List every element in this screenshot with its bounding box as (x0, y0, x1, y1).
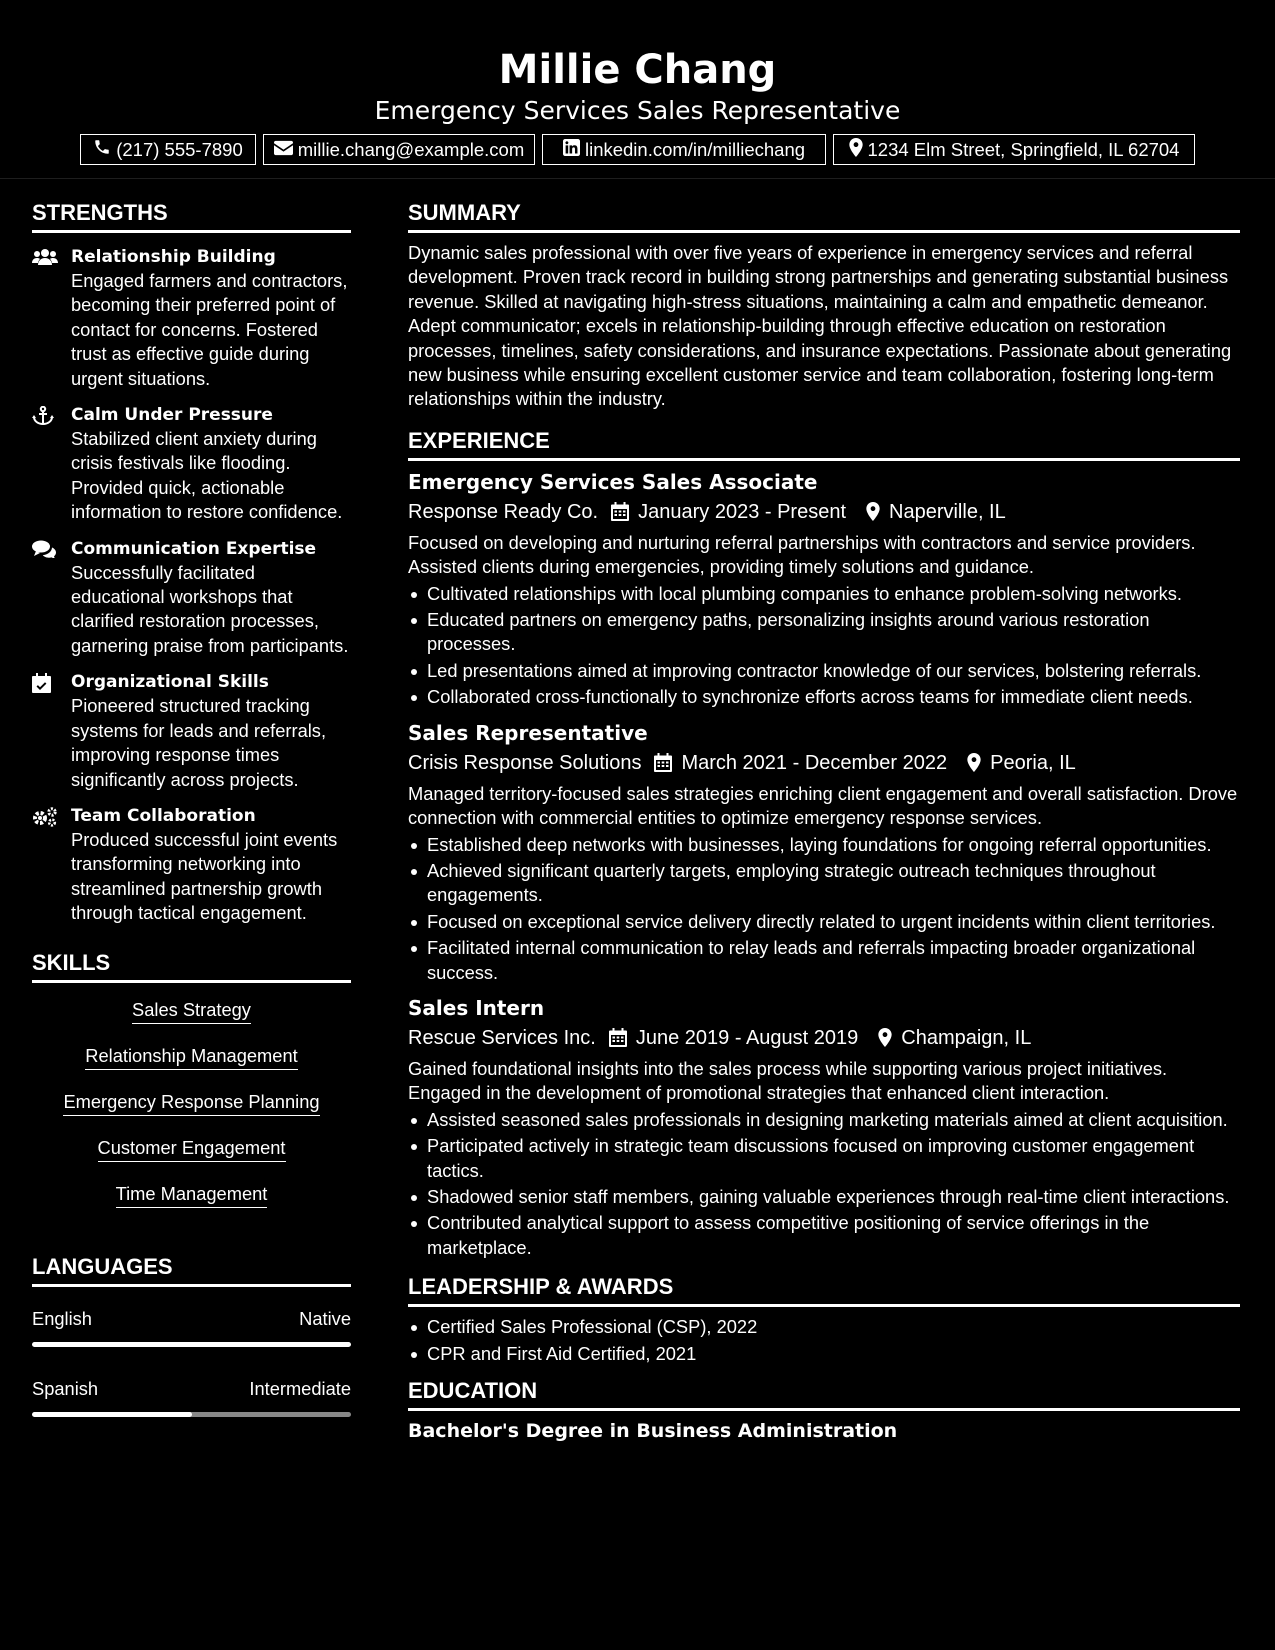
contact-address[interactable] (833, 134, 1195, 165)
skill-tag: Customer Engagement (32, 1136, 351, 1162)
list-item: Established deep networks with businesses, laying foundations for ongoing referral opportunities. (408, 833, 1240, 857)
job-meta (408, 1023, 1240, 1053)
list-item: Educated partners on emergency paths, personalizing insights around various restoration processes. (408, 608, 1240, 657)
strength-item (32, 804, 351, 926)
awards-list (408, 1315, 1240, 1366)
language-bar (32, 1412, 351, 1417)
strength-item (32, 403, 351, 525)
contact-linkedin[interactable] (542, 134, 826, 165)
job-title: Emergency Services Sales Associate (408, 469, 818, 494)
calendar-check-icon (32, 673, 58, 693)
map-marker-icon (967, 753, 981, 772)
skills-list (32, 998, 351, 1208)
strength-item (32, 670, 351, 792)
strength-title: Calm Under Pressure (71, 405, 273, 426)
candidate-name: Millie Chang (498, 47, 777, 93)
strength-title: Communication Expertise (71, 538, 317, 559)
job-company: Crisis Response Solutions (408, 751, 642, 774)
contact-address-text: 1234 Elm Street, Springfield, IL 62704 (867, 138, 1180, 160)
envelope-icon (274, 139, 293, 161)
strengths-heading: STRENGTHS (32, 196, 351, 233)
job-location: Champaign, IL (901, 1026, 1032, 1049)
language-level: Native (299, 1307, 351, 1329)
contact-phone-text: (217) 555-7890 (116, 138, 243, 160)
awards-heading: LEADERSHIP & AWARDS (408, 1270, 1240, 1307)
list-item: Contributed analytical support to assess competitive positioning of service offerings in the marketplace. (408, 1211, 1240, 1260)
strength-item (32, 245, 351, 391)
summary-text: Dynamic sales professional with over five years of experience in emergency services and referral development. Proven track record in building strong partnerships and generating substantial business revenue. Skilled at navigating high-stress situations, maintaining a calm and empathetic demeanor. Adept communicator; excels in relationship-building through effective education on restoration processes, timelines, safety considerations, and insurance expectations. Passionate about generating new business while ensuring excellent customer service and team collaboration, fostering long-term relationships within the industry. (408, 242, 1232, 410)
map-marker-icon (849, 138, 863, 162)
map-marker-icon (866, 502, 880, 521)
strength-desc: Successfully facilitated educational workshops that clarified restoration processes, garnering praise from participants. (71, 561, 349, 656)
list-item: Led presentations aimed at improving contractor knowledge of our services, bolstering referrals. (408, 659, 1240, 683)
list-item: Achieved significant quarterly targets, employing strategic outreach techniques throughout engagements. (408, 859, 1240, 908)
job-meta (408, 497, 1240, 527)
language-bar-fill (32, 1342, 351, 1347)
education-heading: EDUCATION (408, 1374, 1240, 1411)
map-marker-icon (878, 1028, 892, 1047)
list-item: Facilitated internal communication to relay leads and referrals impacting broader organizational success. (408, 936, 1240, 985)
job-description: Focused on developing and nurturing referral partnerships with contractors and service providers. Assisted clients during emergencies, providing timely solutions and guidance. (408, 531, 1196, 578)
users-icon (32, 248, 58, 268)
job-entry (408, 467, 1240, 710)
job-dates: June 2019 - August 2019 (635, 1026, 859, 1049)
strength-title: Relationship Building (71, 247, 276, 267)
skill-tag: Time Management (32, 1182, 351, 1208)
contact-bar (0, 134, 1275, 165)
summary-heading: SUMMARY (408, 196, 1240, 233)
list-item: Assisted seasoned sales professionals in designing marketing materials aimed at client acquisition. (408, 1108, 1240, 1132)
skill-tag: Emergency Response Planning (32, 1090, 351, 1116)
list-item: Certified Sales Professional (CSP), 2022 (408, 1315, 1240, 1339)
job-title: Sales Intern (408, 995, 545, 1020)
contact-phone[interactable] (80, 134, 256, 165)
job-meta (408, 748, 1240, 778)
contact-email[interactable] (263, 134, 535, 165)
language-item (32, 1377, 351, 1417)
list-item: Focused on exceptional service delivery directly related to urgent incidents within client territories. (408, 910, 1240, 934)
job-bullets (408, 1108, 1240, 1260)
skills-heading: SKILLS (32, 946, 351, 983)
skill-tag: Sales Strategy (32, 998, 351, 1024)
strength-desc: Pioneered structured tracking systems for leads and referrals, improving response times significantly across projects. (71, 695, 327, 790)
job-entry (408, 993, 1240, 1260)
resume-header (0, 0, 1275, 179)
calendar-icon (609, 1028, 627, 1047)
language-level: Intermediate (249, 1377, 351, 1399)
job-description: Gained foundational insights into the sales process while supporting various project initiatives. Engaged in the development of promotional strategies that enhanced client interaction. (408, 1057, 1168, 1104)
language-name: English (32, 1307, 92, 1329)
left-column (32, 196, 351, 1417)
strength-title: Team Collaboration (71, 805, 256, 826)
strength-title: Organizational Skills (71, 672, 269, 693)
job-company: Response Ready Co. (408, 500, 599, 523)
job-description: Managed territory-focused sales strategies enriching client engagement and overall satisfaction. Drove connection with commercial entities to optimize emergency response services. (408, 782, 1238, 829)
list-item: Cultivated relationships with local plumbing companies to enhance problem-solving networks. (408, 582, 1240, 606)
skill-tag: Relationship Management (32, 1044, 351, 1070)
strength-item (32, 537, 351, 659)
calendar-icon (611, 502, 629, 521)
calendar-icon (654, 753, 672, 772)
job-dates: March 2021 - December 2022 (681, 751, 948, 774)
strength-desc: Engaged farmers and contractors, becoming their preferred point of contact for concerns. Fostered trust as effective guide during urgent situations. (71, 270, 348, 389)
right-column (408, 196, 1240, 1445)
candidate-role: Emergency Services Sales Representative (374, 96, 901, 125)
strength-desc: Stabilized client anxiety during crisis festivals like flooding. Provided quick, actionable information to restore confidence. (71, 428, 343, 523)
job-entry (408, 718, 1240, 985)
list-item: Collaborated cross-functionally to synchronize efforts across teams for immediate client needs. (408, 685, 1240, 709)
list-item: Participated actively in strategic team discussions focused on improving customer engagement tactics. (408, 1134, 1240, 1183)
linkedin-icon (563, 139, 580, 161)
job-dates: January 2023 - Present (638, 500, 847, 523)
job-company: Rescue Services Inc. (408, 1026, 596, 1049)
job-title: Sales Representative (408, 720, 648, 745)
job-location: Naperville, IL (889, 500, 1006, 523)
list-item: Shadowed senior staff members, gaining valuable experiences through real-time client interactions. (408, 1185, 1240, 1209)
cogs-icon (32, 807, 58, 827)
anchor-icon (32, 406, 58, 426)
job-bullets (408, 582, 1240, 710)
comments-icon (32, 540, 58, 560)
contact-email-text: millie.chang@example.com (297, 138, 525, 160)
languages-heading: LANGUAGES (32, 1250, 351, 1287)
language-bar-fill (32, 1412, 192, 1417)
language-bar (32, 1342, 351, 1347)
contact-linkedin-text: linkedin.com/in/milliechang (584, 138, 806, 160)
language-item (32, 1307, 351, 1347)
education-degree: Bachelor's Degree in Business Administration (408, 1420, 898, 1442)
job-location: Peoria, IL (990, 751, 1076, 774)
experience-heading: EXPERIENCE (408, 424, 1240, 461)
list-item: CPR and First Aid Certified, 2021 (408, 1342, 1240, 1366)
language-name: Spanish (32, 1377, 99, 1399)
strength-desc: Produced successful joint events transforming networking into streamlined partnership growth through tactical engagement. (71, 828, 338, 924)
phone-icon (93, 138, 111, 161)
job-bullets (408, 833, 1240, 985)
